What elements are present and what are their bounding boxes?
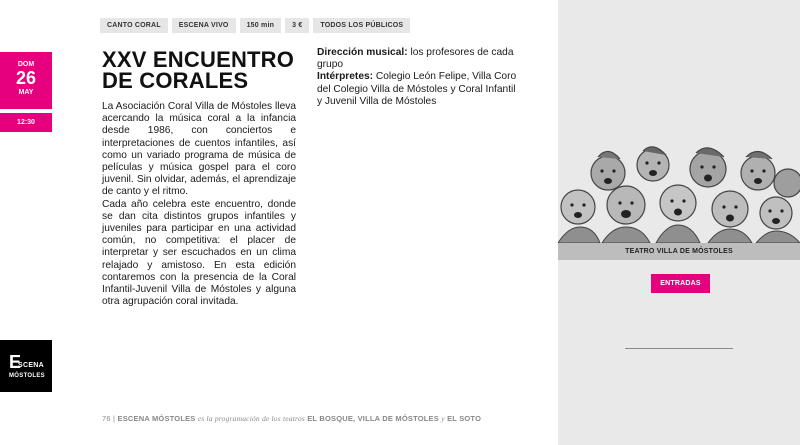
event-description bbox=[102, 101, 296, 308]
footer-brand: ESCENA MÓSTOLES bbox=[117, 414, 196, 423]
tag-audience: TODOS LOS PÚBLICOS bbox=[313, 18, 410, 33]
page-footer bbox=[102, 414, 481, 423]
logo-line2: MÓSTOLES bbox=[9, 373, 45, 379]
credit-performers bbox=[317, 71, 517, 108]
date-weekday: DOM bbox=[17, 61, 35, 68]
event-title bbox=[102, 49, 302, 91]
description-paragraph-1: La Asociación Coral Villa de Móstoles lleva acercando la música coral a la infancia desde 1986, con conciertos e interpretaciones de cuentos infantiles, así como un variado programa de música de películas y música gospel para el coro juvenil. Sin olvidar, además, el aprendizaje de canto y el ritmo. bbox=[102, 101, 296, 198]
page-number: 76 bbox=[102, 414, 111, 423]
footer-conjunction: y bbox=[441, 414, 445, 423]
date-badge bbox=[0, 52, 52, 109]
escena-mostoles-logo bbox=[0, 340, 52, 392]
credit-performers-label: Intérpretes: bbox=[317, 71, 374, 83]
tickets-button[interactable]: ENTRADAS bbox=[651, 274, 710, 293]
footer-separator: | bbox=[113, 414, 116, 423]
venue-label: TEATRO VILLA DE MÓSTOLES bbox=[558, 243, 800, 260]
credit-direction-label: Dirección musical: bbox=[317, 47, 408, 58]
footer-italic-text: es la programación de los teatros bbox=[197, 414, 305, 423]
tag-series: ESCENA VIVO bbox=[172, 18, 236, 33]
time-badge: 12:30 bbox=[0, 113, 52, 132]
event-title-line1: XXV ENCUENTRO bbox=[102, 47, 295, 72]
footer-venues: EL BOSQUE, VILLA DE MÓSTOLES bbox=[307, 414, 439, 423]
date-month: MAY bbox=[18, 89, 34, 96]
category-tags bbox=[100, 18, 410, 33]
choir-illustration bbox=[558, 135, 800, 243]
tag-genre: CANTO CORAL bbox=[100, 18, 168, 33]
logo-letter: E bbox=[9, 352, 22, 372]
credit-direction bbox=[317, 47, 517, 71]
footer-venue-last: EL SOTO bbox=[447, 414, 482, 423]
tag-price: 3 € bbox=[285, 18, 309, 33]
panel-divider bbox=[625, 348, 733, 349]
event-title-line2: DE CORALES bbox=[102, 68, 249, 93]
description-paragraph-2: Cada año celebra este encuentro, donde se dan cita distintos grupos infantiles y juveniles para participar en una actividad común, no competitiva: el placer de interpretar y ser escuchados en un clima relajado y amistoso. En esta edición contaremos con la presencia de la Coral Infantil-Juvenil Villa de Móstoles y alguna otra agrupación coral invitada. bbox=[102, 198, 296, 308]
date-day: 26 bbox=[15, 68, 37, 88]
tag-duration: 150 min bbox=[240, 18, 281, 33]
logo-line1: SCENA bbox=[18, 362, 45, 369]
event-credits bbox=[317, 47, 517, 108]
credit-performers-value: Colegio León Felipe, Villa Coro del Colegio Villa de Móstoles y Coral Infantil y Juvenil Villa de Móstoles bbox=[317, 71, 517, 107]
credit-direction-value: los profesores de cada grupo bbox=[317, 47, 514, 71]
